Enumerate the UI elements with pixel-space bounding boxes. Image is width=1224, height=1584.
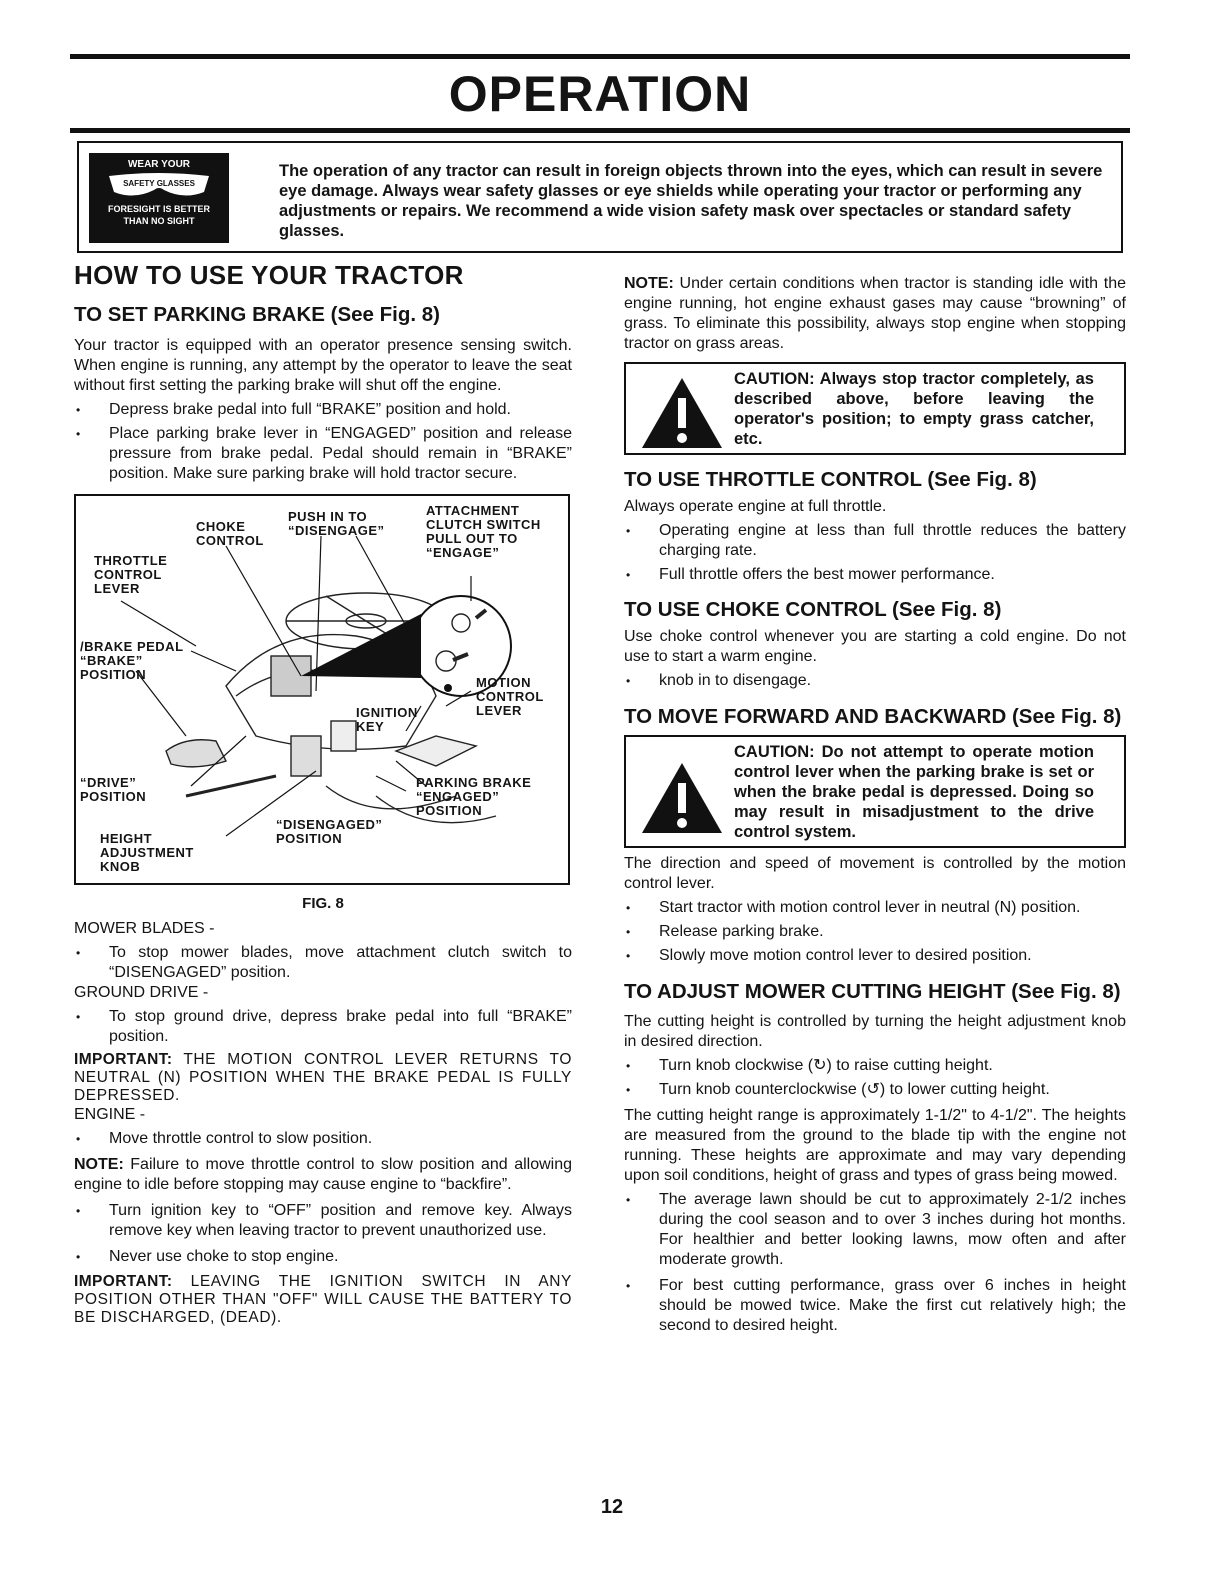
- throttle-intro: Always operate engine at full throttle.: [624, 498, 887, 515]
- list-item: • Turn knob counterclockwise (↺) to lower cutting height.: [624, 1080, 1126, 1100]
- list-item: • Turn ignition key to “OFF” position and remove key. Always remove key when leaving tractor to prevent unauthorized use.: [74, 1201, 572, 1241]
- list-item: • The average lawn should be cut to approximately 2-1/2 inches during the cool season and to over 3 inches during hot months. For healthier and better looking lawns, mow often and after moderate growth.: [624, 1190, 1126, 1270]
- heading-choke: TO USE CHOKE CONTROL (See Fig. 8): [624, 598, 1002, 621]
- list-item: • knob in to disengage.: [624, 671, 1126, 691]
- height-intro: The cutting height is controlled by turning the height adjustment knob in desired direction.: [624, 1013, 1126, 1050]
- list-item: • To stop mower blades, move attachment clutch switch to “DISENGAGED” position.: [74, 943, 572, 983]
- label-brake-pedal: /BRAKE PEDAL “BRAKE” POSITION: [80, 639, 184, 682]
- label-drive-position: “DRIVE” POSITION: [80, 775, 147, 804]
- backfire-note: [74, 1155, 572, 1195]
- label-throttle-lever: THROTTLE CONTROL LEVER: [94, 553, 168, 596]
- title-rule: [70, 128, 1130, 133]
- caution-box-stop-tractor: [624, 362, 1126, 455]
- ground-drive-label: GROUND DRIVE -: [74, 984, 209, 1001]
- label-disengaged: “DISENGAGED” POSITION: [276, 817, 383, 846]
- label-parking-brake: PARKING BRAKE “ENGAGED” POSITION: [416, 775, 532, 818]
- safety-glasses-notice: [77, 141, 1123, 253]
- heading-parking-brake: TO SET PARKING BRAKE (See Fig. 8): [74, 303, 441, 326]
- label-ignition-key: IGNITION KEY: [356, 705, 418, 734]
- list-item: • Full throttle offers the best mower performance.: [624, 565, 1126, 585]
- label-choke-control: CHOKE CONTROL: [196, 519, 264, 548]
- important-label: IMPORTANT:: [74, 1273, 173, 1290]
- caution-box-motion-control: [624, 735, 1126, 848]
- note-text: Failure to move throttle control to slow position and allowing engine to idle before stopping may cause engine to “backfire”.: [74, 1156, 573, 1193]
- important-label: IMPORTANT:: [74, 1051, 173, 1068]
- list-item: • Move throttle control to slow position.: [74, 1129, 572, 1149]
- top-rule: [70, 54, 1130, 59]
- warning-icon: [640, 761, 724, 835]
- mower-blades-label: MOWER BLADES -: [74, 920, 215, 937]
- important-motion-control: [74, 1051, 572, 1105]
- warning-icon: [640, 376, 724, 450]
- list-item: • Slowly move motion control lever to desired position.: [624, 946, 1126, 966]
- goggles-icon: [104, 172, 214, 202]
- important-text: LEAVING THE IGNITION SWITCH IN ANY POSITION OTHER THAN "OFF" WILL CAUSE THE BATTERY TO BE DISCHARGED, (DEAD).: [74, 1273, 572, 1326]
- figure-8: [74, 494, 570, 885]
- engine-label: ENGINE -: [74, 1106, 146, 1123]
- caution-text: CAUTION: Always stop tractor completely, as described above, before leaving the operator's position; to empty grass catcher, etc.: [734, 370, 1094, 448]
- label-motion-control: MOTION CONTROL LEVER: [476, 675, 544, 718]
- section-heading-how-to-use: HOW TO USE YOUR TRACTOR: [74, 260, 464, 290]
- list-item: • Never use choke to stop engine.: [74, 1247, 572, 1267]
- list-item: • Turn knob clockwise (↻) to raise cutting height.: [624, 1056, 1126, 1076]
- icon-text-wear-your: WEAR YOUR: [127, 159, 191, 170]
- right-column: [624, 274, 1126, 1336]
- label-height-knob: HEIGHT ADJUSTMENT KNOB: [100, 831, 194, 874]
- safety-glasses-icon: [89, 153, 229, 243]
- parking-intro: Your tractor is equipped with an operator presence sensing switch. When engine is running, any attempt by the operator to leave the seat without first setting the parking brake will shut off the engine.: [74, 337, 572, 394]
- movement-intro: The direction and speed of movement is controlled by the motion control lever.: [624, 855, 1126, 892]
- page-title: OPERATION: [448, 66, 752, 122]
- list-item: • Depress brake pedal into full “BRAKE” position and hold.: [74, 400, 572, 420]
- page-number: 12: [600, 1496, 624, 1518]
- browning-note: [624, 274, 1126, 354]
- label-push-in: PUSH IN TO “DISENGAGE”: [288, 509, 385, 538]
- important-text: THE MOTION CONTROL LEVER RETURNS TO NEUTRAL (N) POSITION WHEN THE BRAKE PEDAL IS FULLY DEPRESSED.: [74, 1051, 572, 1104]
- note-label: NOTE:: [624, 275, 674, 292]
- parking-bullets: [74, 400, 572, 484]
- list-item: • Place parking brake lever in “ENGAGED” position and release pressure from brake pedal. Pedal should remain in “BRAKE” position. Make sure parking brake will hold tractor secure.: [74, 424, 572, 484]
- list-item: • Start tractor with motion control lever in neutral (N) position.: [624, 898, 1126, 918]
- icon-text-safety-glasses: SAFETY GLASSES: [123, 179, 195, 188]
- heading-throttle: TO USE THROTTLE CONTROL (See Fig. 8): [624, 468, 1037, 491]
- note-text: Under certain conditions when tractor is standing idle with the engine running, hot engine exhaust gases may cause “browning” of grass. To eliminate this possibility, always stop engine when stopping tractor on grass areas.: [624, 275, 1126, 352]
- safety-notice-text: The operation of any tractor can result in foreign objects thrown into the eyes, which can result in severe eye damage. Always wear safety glasses or eye shields while operating your tractor or performing any adjustments or repairs. We recommend a wide vision safety mask over spectacles or standard safety glasses.: [279, 162, 1103, 240]
- label-attachment-clutch: ATTACHMENT CLUTCH SWITCH PULL OUT TO “ENGAGE”: [426, 503, 541, 560]
- list-item: • Release parking brake.: [624, 922, 1126, 942]
- height-range: The cutting height range is approximately 1-1/2" to 4-1/2". The heights are measured from the ground to the blade tip with the engine not running. These heights are approximate and may vary depending upon soil conditions, height of grass and types of grass being mowed.: [624, 1107, 1126, 1184]
- caution-text: CAUTION: Do not attempt to operate motion control lever when the parking brake is set or when the brake pedal is depressed. Doing so may result in misadjustment to the drive control system.: [734, 743, 1094, 841]
- important-ignition: [74, 1273, 572, 1327]
- heading-move-forward-backward: TO MOVE FORWARD AND BACKWARD (See Fig. 8): [624, 705, 1122, 728]
- heading-cutting-height: TO ADJUST MOWER CUTTING HEIGHT (See Fig. 8): [624, 980, 1121, 1003]
- figure-caption: FIG. 8: [302, 895, 344, 912]
- list-item: • To stop ground drive, depress brake pedal into full “BRAKE” position.: [74, 1007, 572, 1047]
- list-item: • For best cutting performance, grass over 6 inches in height should be mowed twice. Make the first cut relatively high; the second to desired height.: [624, 1276, 1126, 1336]
- left-column: [74, 260, 572, 1327]
- note-label: NOTE:: [74, 1156, 124, 1173]
- choke-intro: Use choke control whenever you are starting a cold engine. Do not use to start a warm engine.: [624, 628, 1126, 665]
- list-item: • Operating engine at less than full throttle reduces the battery charging rate.: [624, 521, 1126, 561]
- icon-text-no-sight: THAN NO SIGHT: [123, 216, 195, 226]
- icon-text-foresight: FORESIGHT IS BETTER: [107, 204, 210, 214]
